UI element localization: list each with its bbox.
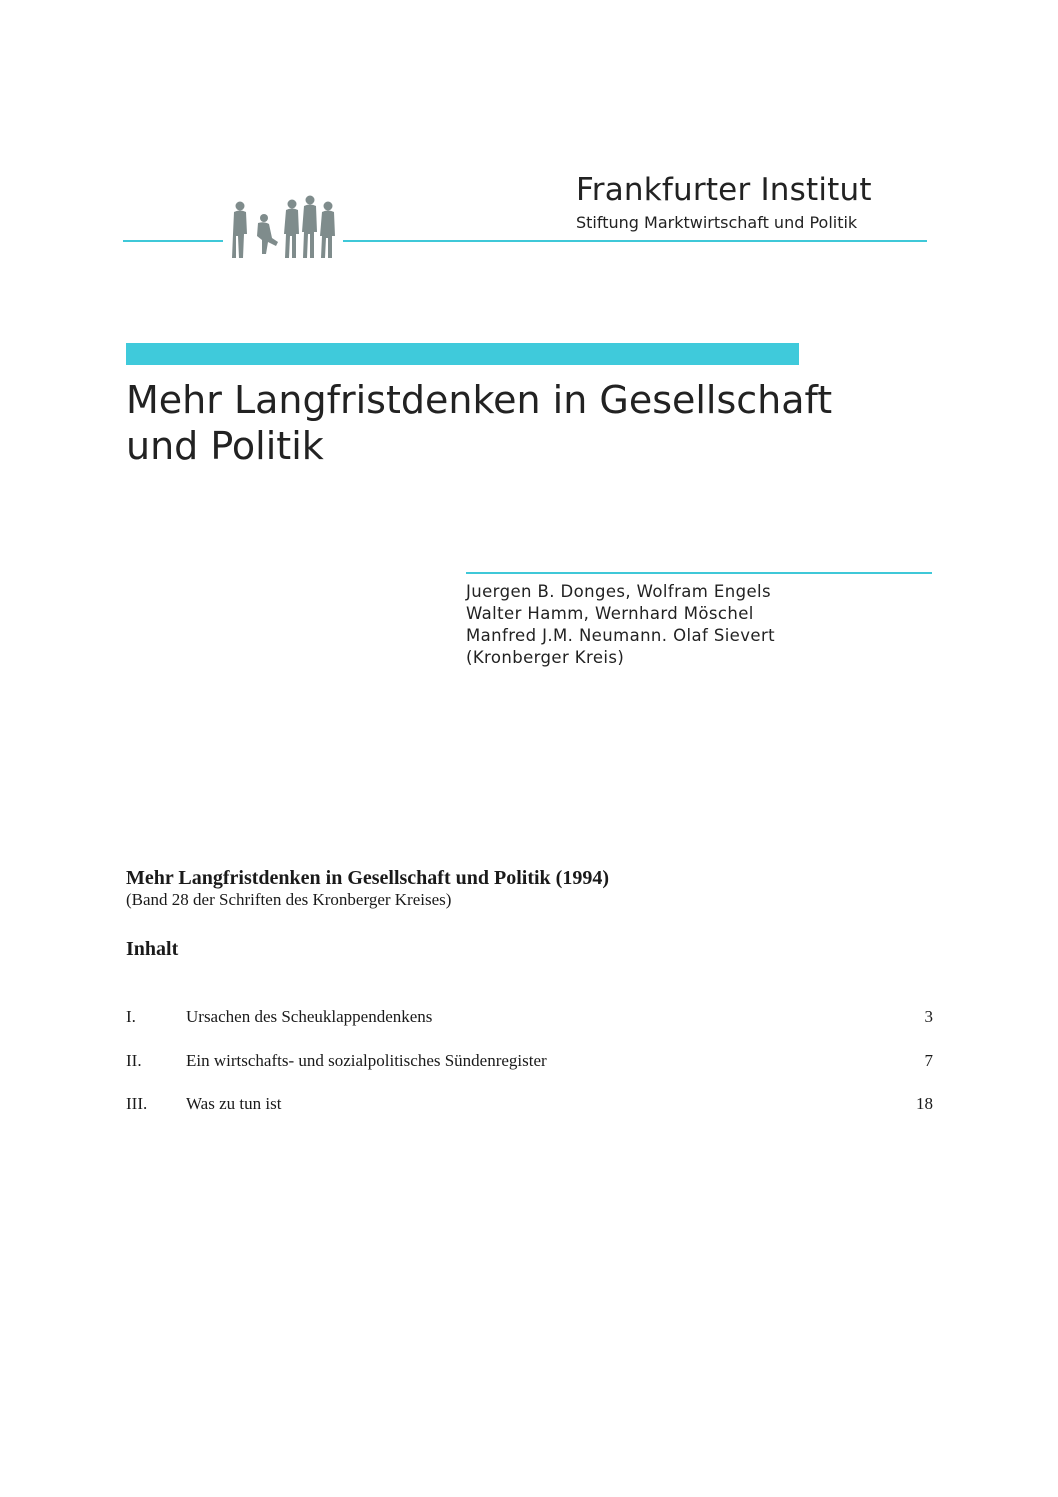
author-line: (Kronberger Kreis): [466, 648, 625, 667]
toc-entry[interactable]: [126, 1007, 933, 1051]
people-silhouettes-logo: [226, 192, 340, 262]
toc-page-number: 3: [924, 1007, 933, 1026]
institute-subtitle: Stiftung Marktwirtschaft und Politik: [576, 213, 858, 232]
toc-title: Ein wirtschafts- und sozialpolitisches Sündenregister: [186, 1050, 547, 1070]
title-line-1: Mehr Langfristdenken in Gesellschaft: [126, 378, 833, 422]
title-accent-bar: [126, 343, 799, 365]
author-line: Walter Hamm, Wernhard Möschel: [466, 604, 754, 623]
title-line-2: und Politik: [126, 424, 324, 468]
section-subtitle: (Band 28 der Schriften des Kronberger Kreises): [126, 890, 452, 909]
table-of-contents: [126, 1007, 933, 1138]
section-title: Mehr Langfristdenken in Gesellschaft und Politik (1994): [126, 867, 609, 889]
toc-number: II.: [126, 1050, 142, 1070]
toc-page-number: 18: [916, 1094, 933, 1113]
header-rule-right: [343, 240, 927, 242]
toc-title: Was zu tun ist: [186, 1094, 282, 1113]
authors-rule: [466, 572, 932, 574]
institute-name: Frankfurter Institut: [576, 172, 872, 208]
toc-entry[interactable]: [126, 1051, 933, 1095]
author-line: Manfred J.M. Neumann. Olaf Sievert: [466, 626, 775, 645]
toc-title: Ursachen des Scheuklappendenkens: [186, 1007, 433, 1026]
toc-number: III.: [126, 1094, 148, 1113]
toc-page-number: 7: [924, 1050, 933, 1070]
authors-list: [466, 581, 775, 669]
header-rule-left: [123, 240, 223, 242]
toc-entry[interactable]: [126, 1094, 933, 1138]
contents-heading: Inhalt: [126, 938, 179, 960]
toc-number: I.: [126, 1007, 136, 1026]
page-title: [126, 377, 886, 469]
author-line: Juergen B. Donges, Wolfram Engels: [466, 582, 772, 601]
